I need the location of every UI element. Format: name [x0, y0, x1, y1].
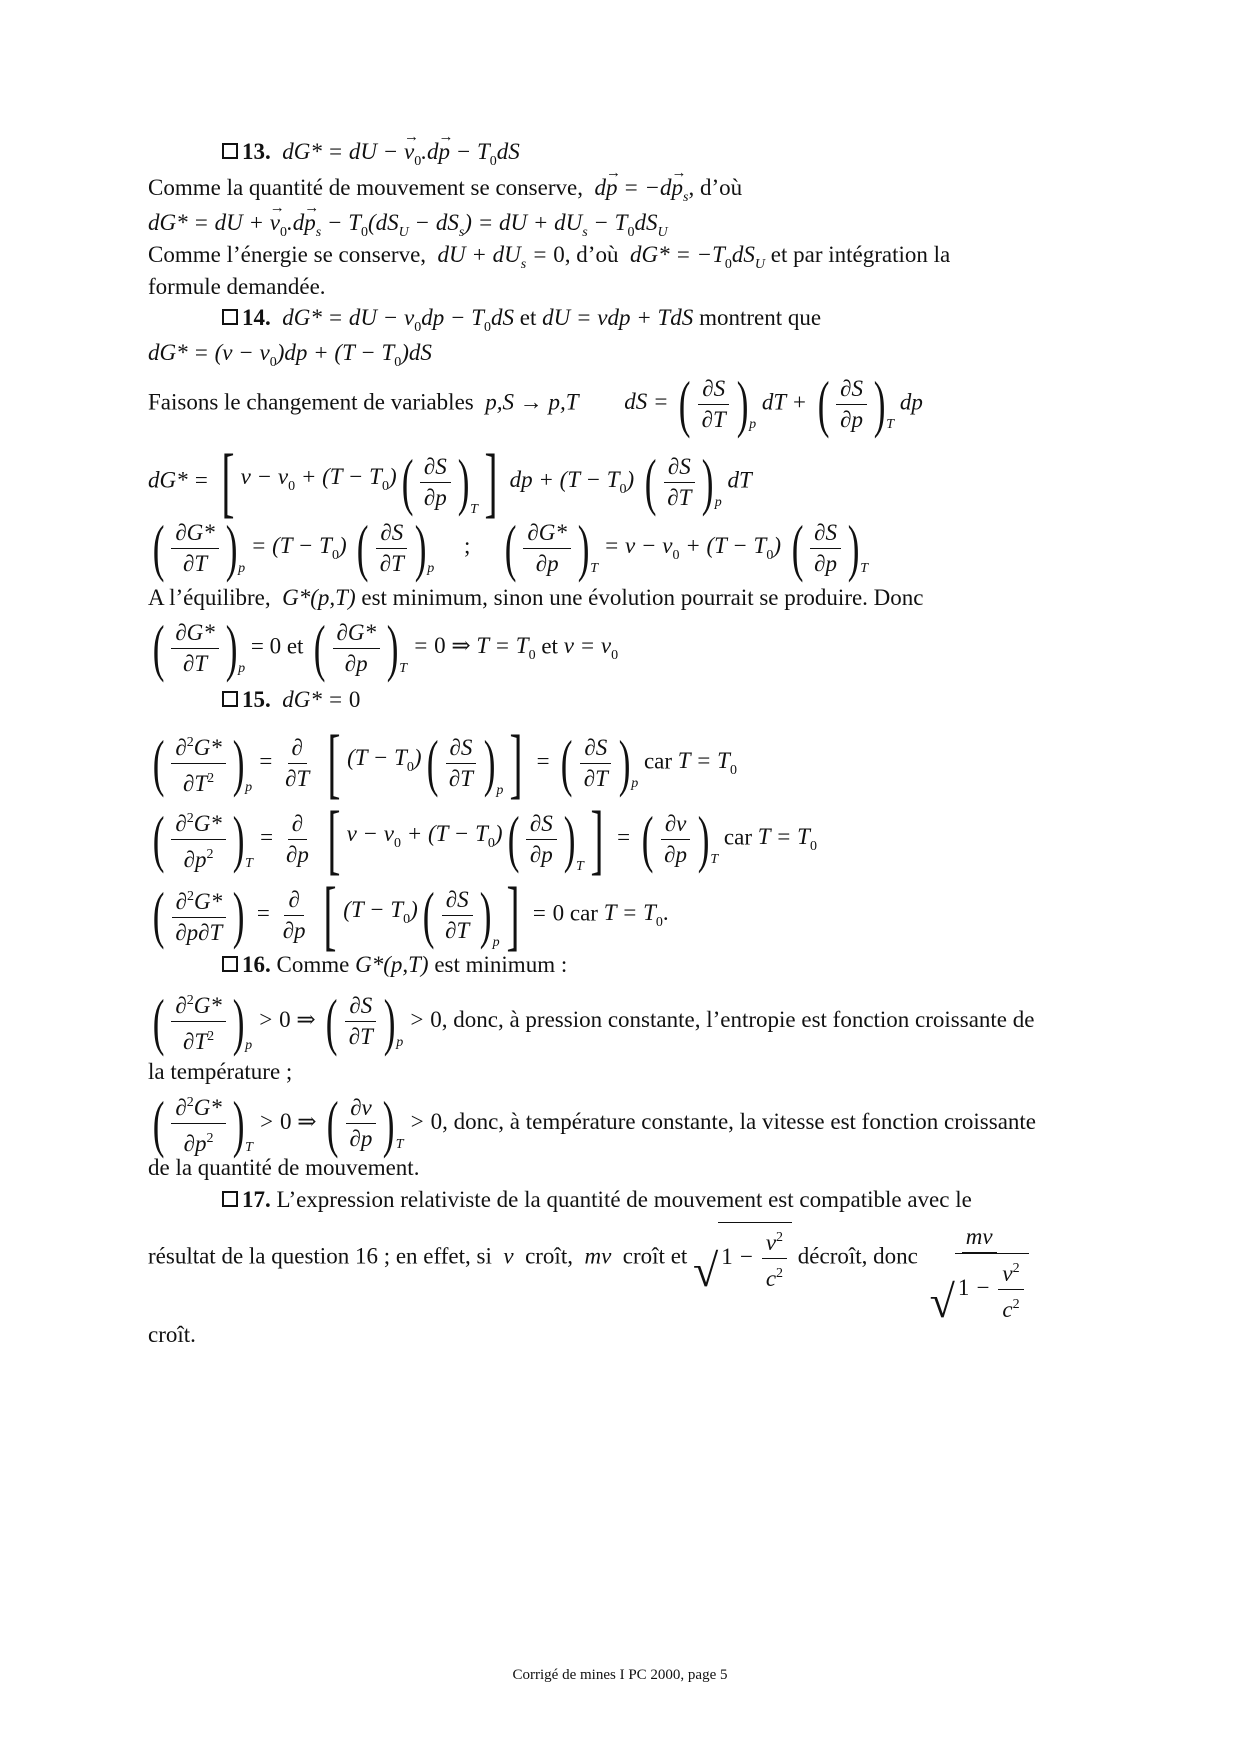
text-line — [148, 272, 326, 302]
equation-line: ( ∂$^2$G* $\partial T^2$ ) p = ∂ ∂T [ $(T - T_0)$ ( ∂S ∂T ) p ] = ( ∂S ∂T ) p car $T = T_0$ — [152, 719, 737, 806]
question-16: 16. Comme G*(p,T) est minimum : — [222, 950, 567, 980]
text-line — [148, 1057, 292, 1087]
checkbox-icon — [222, 956, 238, 972]
checkbox-icon — [222, 1191, 238, 1207]
text: A l’équilibre, — [148, 585, 271, 610]
text: montrent que — [699, 305, 822, 330]
text: car — [569, 900, 598, 926]
text-line — [148, 1153, 419, 1183]
question-number: 17. — [242, 1187, 271, 1212]
text: car — [643, 748, 673, 774]
text: ; — [463, 533, 471, 559]
question-number: 13. — [242, 139, 271, 164]
text: et par intégration la — [770, 242, 951, 267]
text: croît, — [525, 1243, 573, 1269]
checkbox-icon — [222, 691, 238, 707]
checkbox-icon — [222, 143, 238, 159]
text: la température ; — [148, 1059, 293, 1084]
text: car — [723, 824, 752, 850]
text: formule demandée. — [148, 274, 326, 299]
text: L’expression relativiste de la quantité de mouvement est compatible avec le — [276, 1187, 972, 1212]
text: est minimum, sinon une évolution pourrait se produire. Donc — [361, 585, 924, 610]
text: décroît, donc — [797, 1243, 918, 1269]
text-line — [148, 1320, 196, 1350]
equation-line: Faisons le changement de variables p,S → p,T dS = ( ∂S ∂T ) p dT + ( ∂S ∂p ) T dp — [148, 368, 923, 439]
equation-line: ( ∂$^2$G* $\partial p^2$ ) T > 0 ⇒ ( ∂v ∂p ) T > 0, donc, à température constante, la vitesse est fonction croissante — [152, 1087, 1037, 1159]
text: croît et — [622, 1243, 688, 1269]
text: et — [541, 633, 558, 659]
question-number: 14. — [242, 305, 271, 330]
text: , d’où — [688, 175, 743, 200]
equation-line: dG* = [ $v - v_0 + (T - T_0)$ ( ∂S ∂p ) T ] dp + $(T - T_0)$ ( ∂S ∂T ) p dT — [148, 438, 752, 525]
question-17 — [222, 1185, 972, 1215]
question-14: 14. dG* = dU − $v_0dp - T_0dS$ et dU = vdp + TdS montrent que — [222, 303, 821, 343]
text-line: Comme l’énergie se conserve, dU + $dU_s = 0$, d’où $dG* = -T_0dS_U$ et par intégration la — [148, 242, 951, 272]
question-13: 13. dG* = dU − → $v_0.d\to p - T_0dS$ — [222, 137, 520, 177]
page-footer: Corrigé de mines I PC 2000, page 5 — [512, 1667, 728, 1683]
text: croît. — [148, 1322, 196, 1347]
equation-line: ( ∂$^2$G* ∂p∂T ) = ∂ ∂p [ $(T - T_0)$ ( ∂S ∂T ) p ] = 0 car $T = T_0$. — [152, 871, 669, 958]
text: Comme l’énergie se conserve, — [148, 242, 427, 267]
question-number: 15. — [242, 687, 271, 712]
text-line: A l’équilibre, G*(p,T) est minimum, sinon une évolution pourrait se produire. Donc — [148, 585, 924, 610]
equation-line: ( ∂$^2$G* $\partial p^2$ ) T = ∂ ∂p [ $v - v_0 + (T - T_0)$ ( ∂S ∂p ) T ] = ( ∂v ∂p ) T car $T = T_0$ — [152, 795, 817, 882]
question-15: 15. dG* = 0 — [222, 685, 360, 715]
text: et — [519, 305, 537, 330]
text-line: Comme la quantité de mouvement se conserve, $d\to p = -d\to p_s$, d’où — [148, 173, 742, 213]
text: , d’où — [564, 242, 619, 267]
text: , donc, à pression constante, l’entropie est fonction croissante de — [441, 1006, 1035, 1032]
text: est minimum : — [434, 952, 568, 977]
text: , donc, à température constante, la vitesse est fonction croissante — [442, 1108, 1037, 1134]
question-number: 16. — [242, 952, 271, 977]
text: résultat de la question 16 ; en effet, si — [148, 1243, 492, 1269]
text: Faisons le changement de variables — [148, 389, 474, 415]
text: = 0 et — [250, 633, 304, 659]
equation-line: résultat de la question 16 ; en effet, si v croît, mv croît et √ 1 − $\frac{v^2}{c^2}$ décroît, donc mv √ 1 − $\frac{v^2}{c^2}$ — [148, 1222, 1035, 1322]
equation-line: ( ∂$^2$G* $\partial T^2$ ) p > 0 ⇒ ( ∂S ∂T ) p > 0, donc, à pression constante, l’entropie est fonction croissante de — [152, 985, 1035, 1057]
text: de la quantité de mouvement. — [148, 1155, 420, 1180]
text: Comme la quantité de mouvement se conserve, — [148, 175, 583, 200]
checkbox-icon — [222, 309, 238, 325]
text: Comme — [276, 952, 350, 977]
equation-line: $dG* = (v - v_0)dp + (T - T_0)dS$ — [148, 340, 432, 370]
equation-line: ( ∂G* ∂T ) p = $(T - T_0)$ ( ∂S ∂T ) p ; ( ∂G* ∂p ) T = $v - v_0 + (T - T_0)$ ( ∂S ∂p ) T — [152, 512, 869, 583]
equation-line: dG* = dU + → $v_0.d\to p_s - T_0(dS_U - dS_s)$ = dU + $dU_s - T_0dS_U$ — [148, 208, 668, 248]
equation-line: ( ∂G* ∂T ) p = 0 et ( ∂G* ∂p ) T = 0 ⇒ $T = T_0$ et $v = v_0$ — [152, 612, 619, 683]
